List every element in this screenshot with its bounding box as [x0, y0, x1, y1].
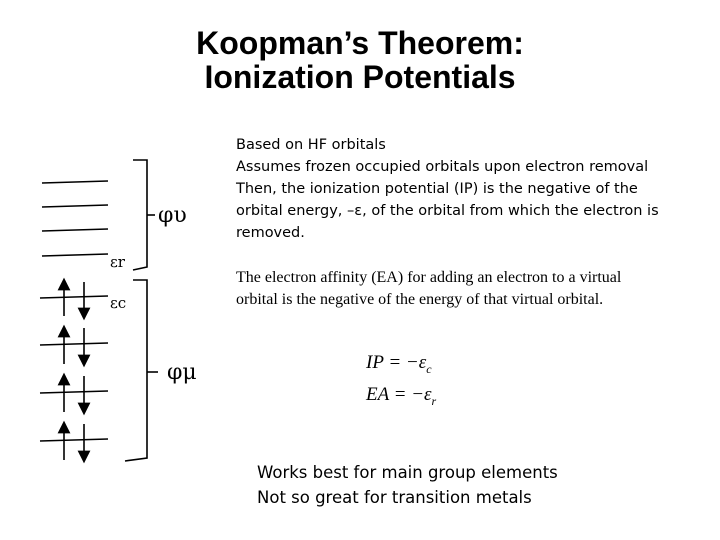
text-line: Then, the ionization potential (IP) is the negative of the [236, 181, 638, 197]
text-line: Based on HF orbitals [236, 137, 386, 153]
virtual-level-3 [42, 229, 108, 231]
ea-subscript: r [431, 394, 437, 408]
ea-lhs: EA [366, 384, 389, 405]
ip-lhs: IP [366, 352, 384, 373]
ip-equation [366, 352, 432, 377]
notes [257, 460, 558, 510]
virtual-level-1 [42, 181, 108, 183]
occupied-level-2 [40, 343, 108, 345]
ea-equation [366, 384, 436, 409]
text-line: orbital is the negative of the energy of that virtual orbital. [236, 291, 604, 308]
ip-subscript: c [426, 362, 432, 376]
note-line: Not so great for transition metals [257, 488, 532, 507]
epsilon-c-label: εc [110, 294, 127, 312]
phi-mu-label: φμ [167, 360, 197, 385]
note-line: Works best for main group elements [257, 463, 558, 482]
virtual-level-lumo [42, 254, 108, 256]
virtual-level-2 [42, 205, 108, 207]
occupied-level-4 [40, 439, 108, 441]
epsilon-r-label: εr [110, 253, 125, 271]
text-line: removed. [236, 225, 305, 241]
text-line: orbital energy, –ε, of the orbital from which the electron is [236, 203, 659, 219]
hf-assumptions-text [236, 134, 676, 244]
ea-rhs: = −ε [388, 384, 432, 405]
title-line-2: Ionization Potentials [204, 59, 516, 95]
occupied-orbitals-bracket [125, 280, 147, 461]
text-line: Assumes frozen occupied orbitals upon electron removal [236, 159, 649, 175]
phi-nu-label: φυ [158, 203, 187, 228]
electron-affinity-text [236, 267, 686, 311]
occupied-level-3 [40, 391, 108, 393]
virtual-orbitals-bracket [133, 160, 147, 270]
title-line-1: Koopman’s Theorem: [196, 25, 524, 61]
occupied-level-homo [40, 296, 108, 298]
ip-rhs: = −ε [383, 352, 427, 373]
text-line: The electron affinity (EA) for adding an electron to a virtual [236, 269, 622, 286]
